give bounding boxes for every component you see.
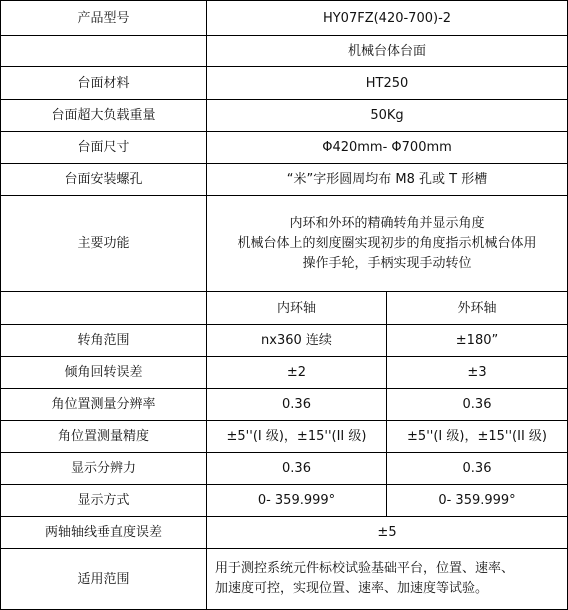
row-model [1,1,568,36]
table-row [1,389,568,421]
inner-value: 0.36 [207,453,387,485]
mounting-holes-label: 台面安装螺孔 [1,164,207,196]
blank-cell [1,36,207,67]
inner-value: ±5''(I 级)，±15''(II 级) [207,421,387,453]
outer-value: ±180” [387,325,568,357]
row-application [1,549,568,610]
inner-value: nx360 连续 [207,325,387,357]
application-line: 用于测控系统元件标校试验基础平台，位置、速率、 [215,561,515,576]
row-table-size [1,132,568,164]
table-size-value: Φ420mm- Φ700mm [207,132,568,164]
table-row [1,421,568,453]
application-line: 加速度可控，实现位置、速率、加速度等试验。 [215,581,489,596]
outer-value: ±3 [387,357,568,389]
row-label: 角位置测量精度 [1,421,207,453]
table-row [1,357,568,389]
row-turntable-title [1,36,568,67]
main-function-line: 机械台体上的刻度圈实现初步的角度指示机械台体用 [237,235,537,251]
row-label: 显示分辨力 [1,453,207,485]
application-value [207,549,568,610]
outer-value: 0.36 [387,389,568,421]
outer-value: ±5''(I 级)，±15''(II 级) [387,421,568,453]
outer-value: 0- 359.999° [387,485,568,517]
inner-axis-header: 内环轴 [207,292,387,325]
main-function-line: 操作手轮，手柄实现手动转位 [302,255,472,271]
main-function-line: 内环和外环的精确转角并显示角度 [289,215,485,231]
max-load-value: 50Kg [207,100,568,132]
table-row [1,325,568,357]
model-label: 产品型号 [1,1,207,36]
perpendicularity-label: 两轴轴线垂直度误差 [1,517,207,549]
row-table-material [1,67,568,100]
row-max-load [1,100,568,132]
application-label: 适用范围 [1,549,207,610]
inner-value: 0- 359.999° [207,485,387,517]
inner-value: 0.36 [207,389,387,421]
table-row [1,453,568,485]
row-label: 转角范围 [1,325,207,357]
outer-axis-header: 外环轴 [387,292,568,325]
row-main-function [1,196,568,292]
table-size-label: 台面尺寸 [1,132,207,164]
perpendicularity-value: ±5 [207,517,568,549]
max-load-label: 台面超大负载重量 [1,100,207,132]
turntable-title: 机械台体台面 [207,36,568,67]
main-function-label: 主要功能 [1,196,207,292]
row-mounting-holes [1,164,568,196]
blank-cell [1,292,207,325]
table-row [1,485,568,517]
outer-value: 0.36 [387,453,568,485]
inner-value: ±2 [207,357,387,389]
mounting-holes-value: “米”字形圆周均布 M8 孔或 T 形槽 [207,164,568,196]
table-material-value: HT250 [207,67,568,100]
main-function-value [207,196,568,292]
table-material-label: 台面材料 [1,67,207,100]
row-label: 显示方式 [1,485,207,517]
row-label: 角位置测量分辨率 [1,389,207,421]
model-value: HY07FZ(420-700)-2 [207,1,568,36]
row-axis-headers [1,292,568,325]
row-label: 倾角回转误差 [1,357,207,389]
row-perpendicularity [1,517,568,549]
